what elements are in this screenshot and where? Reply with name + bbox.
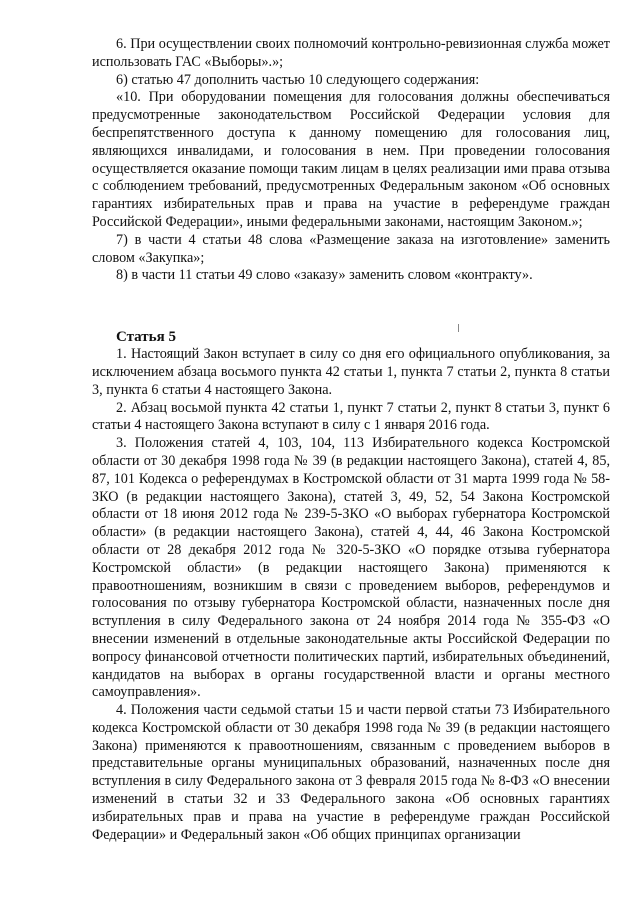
- paragraph-item-6: 6) статью 47 дополнить частью 10 следующего содержания:: [116, 71, 480, 88]
- paragraph-item-7: 7) в части 4 статьи 48 слова «Размещение заказа на изготовление» заменить словом «Закупка»;: [92, 231, 610, 266]
- scan-mark: [458, 324, 459, 332]
- paragraph-6-gas-vybory: 6. При осуществлении своих полномочий контрольно-ревизионная служба может использовать ГАС «Выборы».»;: [92, 36, 610, 70]
- article-5-paragraph-1: 1. Настоящий Закон вступает в силу со дня его официального опубликования, за исключением абзаца восьмого пункта 42 статьи 1, пункта 7 статьи 2, пункта 8 статьи 3, пункта 6 статьи 4 настоящего Закона.: [92, 346, 610, 398]
- paragraph-part-10: «10. При оборудовании помещения для голосования должны обеспечиваться предусмотренные законодательством Российской Федерации условия для беспрепятственного доступа к данному помещению для голосования лиц, являющихся инвалидами, и голосования в нем. При проведении голосования осуществляется оказание помощи таким лицам в целях реализации ими права отзыва с соблюдением требований, предусмотренных Федеральным законом «Об основных гарантиях избирательных прав и права на участие в референдуме граждан Российской Федерации», иными федеральными законами, настоящим Законом.»;: [92, 89, 610, 230]
- paragraph-item-8: 8) в части 11 статьи 49 слово «заказу» заменить словом «контракту».: [116, 267, 533, 284]
- article-5-heading: Статья 5: [116, 329, 176, 346]
- article-5-paragraph-4: 4. Положения части седьмой статьи 15 и части первой статьи 73 Избирательного кодекса Костромской области от 30 декабря 1998 года № 39 (в редакции настоящего Закона) применяются к правоотношениям, связанным с проведением выборов в представительные органы муниципальных образований, назначенных после дня вступления в силу Федерального закона от 3 февраля 2015 года № 8-ФЗ «О внесении изменений в статьи 32 и 33 Федерального закона «Об основных гарантиях избирательных прав и права на участие в референдуме граждан Российской Федерации» и Федеральный закон «Об общих принципах организации: [92, 702, 610, 843]
- article-5-body: [92, 346, 610, 844]
- article-5-paragraph-3: 3. Положения статей 4, 103, 104, 113 Избирательного кодекса Костромской области от 30 декабря 1998 года № 39 (в редакции настоящего Закона), статей 4, 85, 87, 101 Кодекса о референдумах в Костромской области от 31 марта 1999 года № 58-ЗКО (в редакции настоящего Закона), статей 3, 49, 52, 54 Закона Костромской области от 18 июня 2012 года № 239-5-ЗКО «О выборах губернатора Костромской области» (в редакции настоящего Закона), статей 4, 44, 46 Закона Костромской области от 28 декабря 2012 года № 320-5-ЗКО «О порядке отзыва губернатора Костромской области» (в редакции настоящего Закона) применяются к правоотношениям, возникшим в связи с проведением выборов, референдумов и голосования по отзыву губернатора Костромской области, назначенных после дня вступления в силу Федерального закона от 24 ноября 2014 года № 355-ФЗ «О внесении изменений в отдельные законодательные акты Российской Федерации по вопросу финансовой отчетности политических партий, избирательных объединений, кандидатов на выборах в органы государственной власти и органы местного самоуправления».: [92, 435, 610, 701]
- article-5-paragraph-2: 2. Абзац восьмой пункта 42 статьи 1, пункт 7 статьи 2, пункт 8 статьи 3, пункт 6 статьи 4 настоящего Закона вступают в силу с 1 января 2016 года.: [92, 399, 610, 434]
- amendments-block: [92, 36, 610, 285]
